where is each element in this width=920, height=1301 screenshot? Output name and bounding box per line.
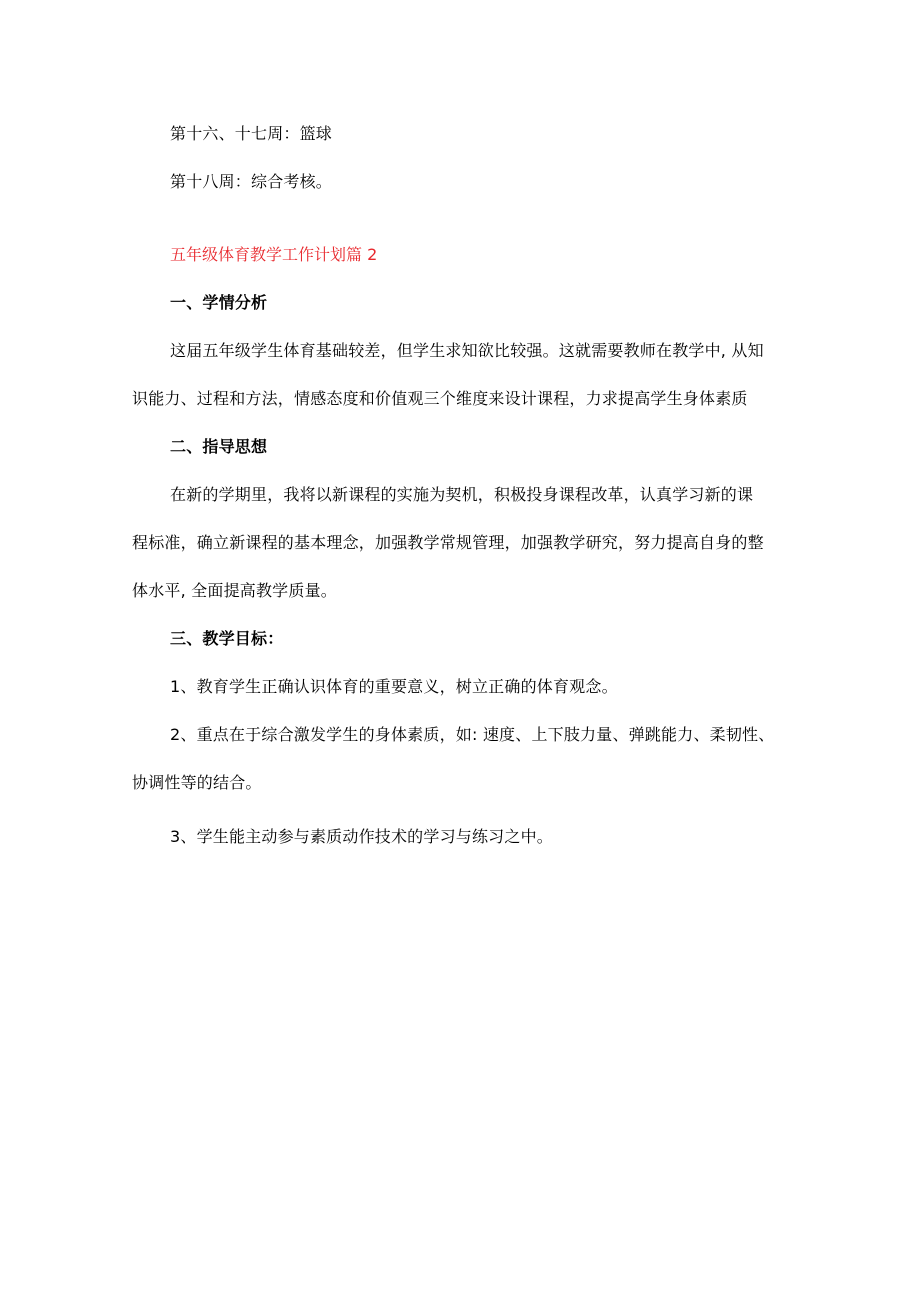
paragraph-line: 在新的学期里，我将以新课程的实施为契机，积极投身课程改革，认真学习新的课 (170, 485, 754, 504)
paragraph-line: 体水平, 全面提高教学质量。 (132, 581, 337, 600)
section-title: 五年级体育教学工作计划篇 2 (170, 245, 378, 264)
schedule-week-16-17: 第十六、十七周：篮球 (170, 124, 333, 143)
goal-item-continuation: 协调性等的结合。 (132, 773, 262, 792)
heading-teaching-goals: 三、教学目标： (170, 629, 284, 648)
paragraph-line: 识能力、过程和方法，情感态度和价值观三个维度来设计课程，力求提高学生身体素质 (132, 389, 748, 408)
heading-guiding-ideology: 二、指导思想 (170, 437, 268, 456)
goal-item: 3、学生能主动参与素质动作技术的学习与练习之中。 (170, 827, 553, 846)
paragraph-line: 这届五年级学生体育基础较差，但学生求知欲比较强。这就需要教师在教学中, 从知 (170, 341, 764, 360)
paragraph-line: 程标准，确立新课程的基本理念，加强教学常规管理，加强教学研究，努力提高自身的整 (132, 533, 764, 552)
goal-item: 1、教育学生正确认识体育的重要意义，树立正确的体育观念。 (170, 677, 618, 696)
heading-student-analysis: 一、学情分析 (170, 293, 268, 312)
schedule-week-18: 第十八周：综合考核。 (170, 172, 333, 191)
goal-item: 2、重点在于综合激发学生的身体素质，如: 速度、上下肢力量、弹跳能力、柔韧性、 (170, 725, 775, 744)
